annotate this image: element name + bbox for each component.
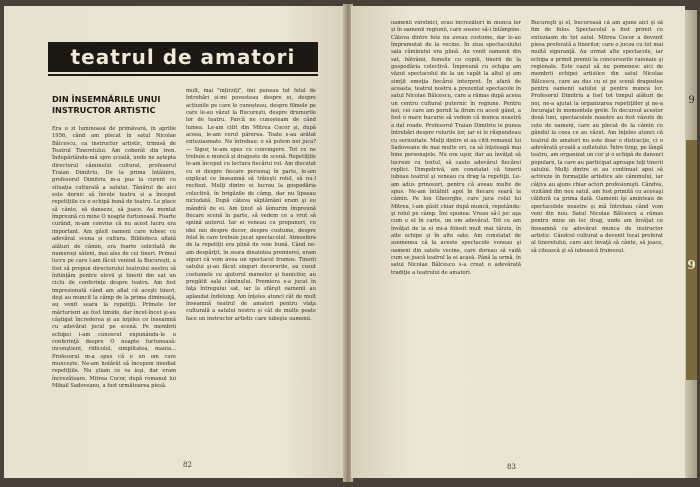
right-text-column-1: oamenii vârstnici, erau încrezători în munca lor și în oamenii regiunii, care sosesc să-i întâmpine. Câteva dintre fete nu aveau costume, dar le-au împrumutat de la vecine. În ziua spectacolului sala căminului era plină. Au venit oamenii din sat, bătrânii, femeile cu copiii, tinerii de la gospodăria colectivă. Împreună cu echipa am văzut spectacolul de la un capăt la altul şi am simţit emoţia fiecărui interpret. În afară de aceasta, teatrul nostru a prezentat spectacole în satul Nicolae Bălcescu, care a rămas după aceea un centru cultural puternic în regiune. Pentru noi, cei care am pornit la drum cu acest gând, a fost o mare bucurie să vedem că munca noastră a dat roade. Profesorul Traian Dimitriu le punea întrebări despre rolurile lor, iar ei le răspundeau cu seriozitate. Mulţi dintre ei au citit romanul lui Sadoveanu de mai multe ori, ca să înţeleagă mai bine personajele. Nu era uşor, dar au învăţat să lucreze cu textul, să caute adevărul fiecărei replici. Dimpotrivă, am constatat că tinerii iubeau teatrul şi veneau cu drag la repetiţii. Le-am adus prinosuri, pentru că aveau multe de spus. Ne-am întâlnit apoi în fiecare seară la cămin. Pe Ion Gheorghe, care juca rolul lui Mitrea, l-am găsit chiar după muncă, repetându-şi rolul pe câmp. Îmi spunea: Vreau să-l joc aşa cum e el în carte, un om adevărat. Tot ce am învăţat de la ei mi-a folosit mult mai târziu, în alte echipe şi în alte sate. Am constatat de asemenea că la aceste spectacole veneau şi oameni din satele vecine, care doreau să vadă cum se joacă teatrul la ei acasă. Până la urmă, în satul Nicolae Bălcescu s-a creat o adevărată tradiţie a teatrului de amatori. bbox=[391, 20, 521, 276]
tab-digit-top: 9 bbox=[688, 95, 695, 106]
left-text-column-1: Era o zi luminoasă de primăvară, în aprilie 1956, când am plecat în satul Nicolae Bălcescu, ca instructor artistic, trimisă de Teatrul Tineretului. Am coborât din tren. Îndepărtându-mă spre școală, unde ne aștepta directorul căminului cultural, profesorul Traian Dimitriu. De la prima întâlnire, profesorul Dimitriu m-a pus la curent cu situația culturală a satului. Tânărul de aici este dornic să învețe teatru și a început repetițiile cu o echipă bună de teatru. Le place să cânte, să danseze, să joace. Au montat împreună cu mine O noapte furtunoasă. Foarte curând, m-am convins că nu acest lucru era important. Am găsit oameni care iubesc cu adevărat scena și cultura. Biblioteca aflată alături de cămin, era foarte solicitată de numeroși săteni, mai ales de cei tineri. Primul lucru pe care l-am făcut venind la Bucureşti, a fost să propun directorului teatrului nostru să înfiinţăm pentru elevii şi tinerii din sat un ciclu de conferinţe despre teatru. Am fost impresionată când am aflat că aceşti tineri, deşi au muncit la câmp de la prima dimineaţă, au venit seara la repetiţii. Primele lor mărturisiri au fost timide, dar încet-încet şi-au câştigat încrederea şi au înţeles ce înseamnă cu adevărat jocul pe scenă. Pe membrii echipei i-am cunoscut expunându-le o conferinţă despre O noapte furtunoasă: inconştient, ridicolul, simplitatea, mania... Profesorul m-a spus că e un om care muncește. Ne-am hotărât să începem imediat repetiţiile. Nu ştiam ce va ieşi, dar eram încrezătoare. Mitrea Cocor, după romanul lui Mihail Sadoveanu, a fost următoarea piesă. bbox=[52, 126, 176, 390]
right-text-column-2: Bucureşti şi el, bucuroasă că am ajuns aici şi să fim de folos. Spectacolul a fost primit cu entuziasm de tot satul. Mitrea Cocor a devenit piesa preferată a tinerilor, care o jucau cu tot mai multă siguranţă. Au urmat alte spectacole, iar echipa a primit premii la concursurile raionale şi regionale. Este cazul să nu pomenesc aici de membrii echipei artistice din satul Nicolae Bălcescu, care au dus cu ei pe scenă dragostea pentru oamenii satului şi pentru munca lor. Profesorul Dimitriu a fost tot timpul alături de noi, ne-a ajutat la organizarea repetiţiilor şi ne-a încurajat în momentele grele. În decursul acestor două luni, spectacolele noastre au fost văzute de sute de oameni, care au plecat de la cămin cu gândul la ceea ce au văzut. Am înţeles atunci că teatrul de amatori nu este doar o distracţie, ci o adevărată şcoală a sufletului. Între timp, pe lângă teatru, am organizat un cor şi o echipă de dansuri populare, la care au participat aproape toţi tinerii satului. Mulţi dintre ei au continuat apoi să activeze în formaţiile artistice ale căminului, iar câţiva au ajuns chiar actori profesionişti. Cândva, vizitând din nou satul, am fost primită cu aceeaşi căldură ca prima dată. Oamenii îşi aminteau de spectacolele noastre şi mă întrebau când vom veni din nou. Satul Nicolae Bălcescu a rămas pentru mine un loc drag, unde am învăţat ce înseamnă cu adevărat munca de instructor artistic. Cândcel cultural a devenit local preferat al tineretului, care aici învaţă să cânte, să joace, să citească şi să iubească frumosul. bbox=[531, 20, 663, 254]
left-text-column-2: mult, mai "înțîrzîți", îmi puneau tot felul de întrebări și-mi povesteau despre ei, despre acțiunile pe care le cunoșteau, despre filmele pe care le-au văzut la București, despre drumurile lor de teatru. Parcă ne cunoșteam de când lumea. Le-am citit din Mitrea Cocor și, după aceea, le-am cerut părerea. Toate s-au arătat entuziasmate. Ne întrebau: o să putem noi juca? — Sigur, le-am spus cu convingere. Tot ce ne trebuie e muncă și dragoste de scenă. Repetiţiile le-am început cu lectura fiecărui rol. Am discutat cu ei despre fiecare personaj în parte, le-am explicat ce înseamnă să trăieşti rolul, să nu-l recitezi. Mulţi dintre ei lucrau la gospodăria colectivă, în brigăzile de câmp, dar nu lipseau niciodată. După câteva săptămâni eram şi eu mândră de ei. Am ţinut să lămurim împreună fiecare scenă în parte, să vedem ce a vrut să spună autorul. Iar ei veneau cu propuneri, cu idei noi despre decor, despre costume, despre felul în care trebuie jucat spectacolul. Atmosfera de la repetiţii era plină de voie bună. Când ne-am despărţit, în seara dinaintea premierei, eram siguri că vom avea un spectacol frumos. Tinerii satului şi-au făcut singuri decorurile, au cusut costumele cu ajutorul mamelor şi bunicilor, au pregătit sala căminului. Premiera s-a jucat în faţa întregului sat, iar la sfârşit oamenii au aplaudat îndelung. Am înţeles atunci cât de mult înseamnă teatrul de amatori pentru viaţa culturală a satului nostru şi cât de multe poate face un instructor artistic care iubeşte oamenii. bbox=[186, 88, 316, 322]
page-number-left: 82 bbox=[183, 461, 192, 469]
left-page bbox=[4, 6, 345, 478]
section-title-banner: teatrul de amatori bbox=[48, 42, 318, 72]
tab-digit-mid: 9 bbox=[687, 258, 696, 272]
right-page bbox=[351, 6, 685, 478]
title-rule bbox=[48, 74, 318, 76]
page-number-right: 83 bbox=[507, 463, 516, 471]
article-heading: DIN ÎNSEMNĂRILE UNUI INSTRUCTOR ARTISTIC bbox=[52, 94, 161, 115]
